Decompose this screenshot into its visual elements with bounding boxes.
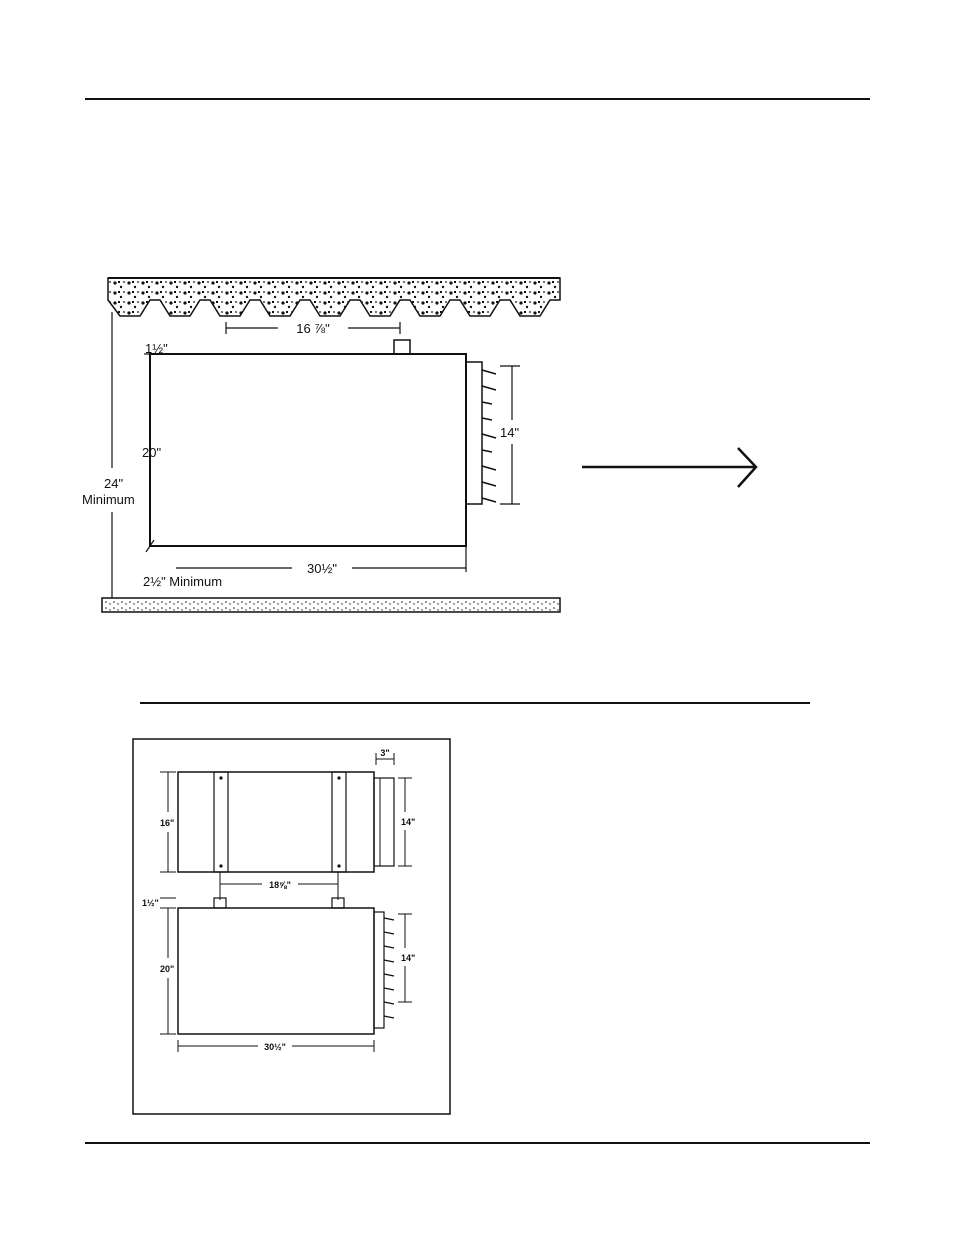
ceiling-deck — [108, 278, 560, 316]
label-floor-gap: 2½" Minimum — [143, 574, 223, 589]
label-width-bottom: 30½" — [264, 1042, 286, 1052]
upper-unit — [178, 772, 394, 872]
arrow-right-icon — [582, 448, 756, 487]
lower-unit — [178, 898, 394, 1034]
label-top-height: 16" — [160, 818, 175, 828]
floor-slab — [102, 598, 560, 612]
label-outlet-top: 14" — [500, 425, 520, 440]
louver-panel — [466, 362, 496, 504]
plan-view-diagram — [133, 739, 450, 1114]
label-gap-top: 1½" — [145, 341, 168, 356]
label-gap-bottom: 1½" — [142, 898, 159, 908]
label-height-bottom: 20" — [160, 964, 175, 974]
hanger-stud — [394, 340, 410, 354]
label-clearance: 24" — [104, 476, 124, 491]
label-side-outlet: 14" — [401, 953, 416, 963]
label-depth: 3" — [380, 748, 390, 758]
label-spacing-bottom: 18⅝" — [269, 880, 291, 890]
label-spacing-top: 16 ⅞" — [296, 321, 330, 336]
side-elevation-diagram — [82, 278, 560, 612]
diagram-frame — [133, 739, 450, 1114]
label-clearance-note: Minimum — [82, 492, 135, 507]
label-width-top: 30½" — [307, 561, 337, 576]
label-height-top: 20" — [142, 445, 162, 460]
label-top-outlet: 14" — [401, 817, 416, 827]
heater-body — [150, 354, 466, 546]
